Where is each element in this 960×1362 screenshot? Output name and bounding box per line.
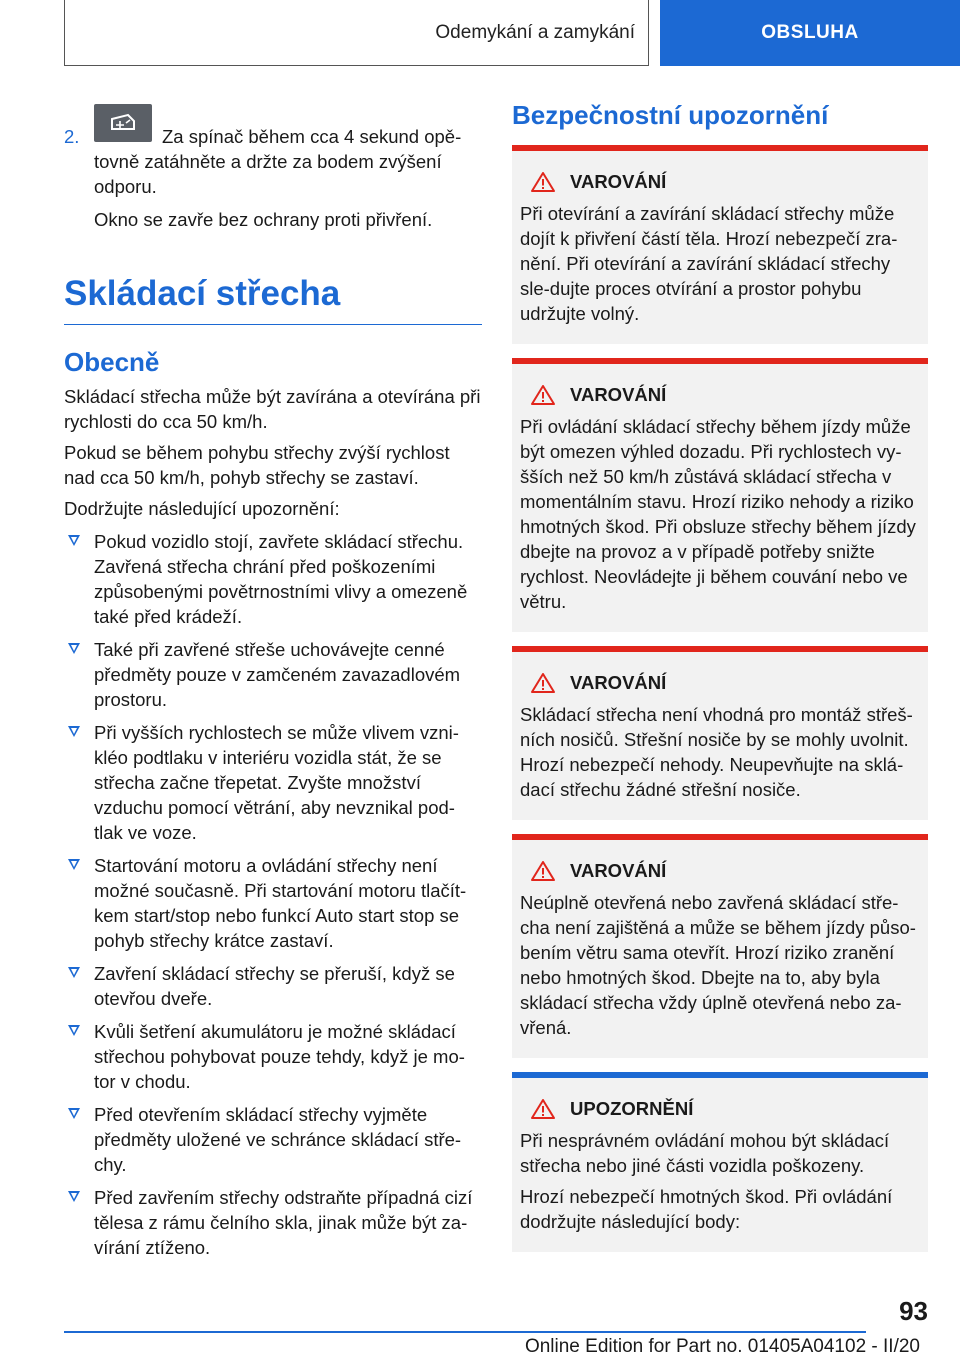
paragraph: Dodržujte následující upozornění: (64, 498, 340, 519)
warning-heading: VAROVÁNÍ (520, 860, 920, 882)
list-item: Zavření skládací střechy se přeruší, když se otevřou dveře. (64, 961, 482, 1011)
paragraph: Pokud se během pohybu střechy zvýší rychlost nad cca 50 km/h, pohyb střechy se zastaví. (64, 442, 450, 488)
triangle-bullet-icon (68, 726, 80, 737)
warning-box (512, 145, 928, 344)
warning-heading: VAROVÁNÍ (520, 171, 920, 193)
list-item: Startování motoru a ovládání střechy není možné současně. Při startování motoru tlačít-kem start/stop nebo funkcí Auto start stop se pohyb střechy krátce zastaví. (64, 853, 482, 953)
triangle-bullet-icon (68, 967, 80, 978)
step-2-text: Za spínač během cca 4 sekund opě-tovně zatáhněte a držte za bodem zvýšení odporu. (94, 126, 462, 197)
section-subtitle: Obecně (64, 347, 160, 377)
step-2 (64, 104, 482, 232)
footer-divider (64, 1331, 866, 1333)
paragraph: Skládací střecha může být zavírána a otevírána při rychlosti do cca 50 km/h. (64, 386, 481, 432)
notice-text: Při nesprávném ovládání mohou být skládací střecha nebo jiné části vozidla poškozeny. (520, 1130, 890, 1176)
triangle-bullet-icon (68, 859, 80, 870)
warning-heading: VAROVÁNÍ (520, 672, 920, 694)
list-item: Také při zavřené střeše uchovávejte cenné předměty pouze v zamčeném zavazadlovém prostoru. (64, 637, 482, 712)
notice-heading: UPOZORNĚNÍ (520, 1098, 920, 1120)
notice-list (64, 529, 482, 1260)
warning-text: Při ovládání skládací střechy během jízdy může být omezen výhled dozadu. Při rychlostech vy-šších než 50 km/h zůstává skládací střecha v momentálním stavu. Hrozí riziko nehody a riziko hmotných škod. Při obsluze střechy během jízdy dbejte na provoz a v případě potřeby snižte rychlost. Neovládejte ji během couvání nebo ve větru. (520, 416, 916, 612)
warning-triangle-icon (530, 171, 556, 193)
triangle-bullet-icon (68, 1108, 80, 1119)
safety-title: Bezpečnostní upozornění (512, 100, 829, 130)
warning-box (512, 646, 928, 820)
warning-box (512, 834, 928, 1058)
warning-box (512, 358, 928, 632)
header-section-title: Odemykání a zamykání (435, 22, 635, 43)
warning-triangle-icon (530, 1098, 556, 1120)
list-item: Před zavřením střechy odstraňte případná cizí tělesa z rámu čelního skla, jinak může být za-vírání ztíženo. (64, 1185, 482, 1260)
page-number: 93 (899, 1296, 928, 1326)
right-column (512, 100, 928, 1266)
notice-text: Hrozí nebezpečí hmotných škod. Při ovládání dodržujte následující body: (520, 1186, 893, 1232)
triangle-bullet-icon (68, 643, 80, 654)
triangle-bullet-icon (68, 1025, 80, 1036)
list-item: Pokud vozidlo stojí, zavřete skládací střechu. Zavřená střecha chrání před poškozeními způsobenými povětrnostními vlivy a omezeně také před krádeží. (64, 529, 482, 629)
warning-triangle-icon (530, 384, 556, 406)
notice-box (512, 1072, 928, 1252)
window-switch-icon (94, 104, 152, 142)
footer-edition: Online Edition for Part no. 01405A04102 - II/20 (524, 1336, 920, 1357)
list-item: Při vyšších rychlostech se může vlivem vzni-kléo podtlaku v interiéru vozidla stát, že se střecha začne třepetat. Zvyšte množství vzduchu pomocí větrání, aby nevznikal pod-tlak ve voze. (64, 720, 482, 845)
warning-text: Při otevírání a zavírání skládací střechy může dojít k přivření částí těla. Hrozí nebezpečí zra-nění. Při otevírání a zavírání skládací střechy sle-dujte proces otvírání a prostor pohybu udržujte volný. (520, 203, 898, 324)
triangle-bullet-icon (68, 1191, 80, 1202)
list-item: Kvůli šetření akumulátoru je možné skládací střechou pohybovat pouze tehdy, když je mo-tor v chodu. (64, 1019, 482, 1094)
triangle-bullet-icon (68, 535, 80, 546)
list-item: Před otevřením skládací střechy vyjměte předměty uložené ve schránce skládací stře-chy. (64, 1102, 482, 1177)
left-column (64, 104, 482, 1268)
header-tab-obsluha[interactable]: OBSLUHA (660, 0, 960, 66)
warning-triangle-icon (530, 860, 556, 882)
step-2-result: Okno se zavře bez ochrany proti přivření. (94, 209, 433, 230)
step-number: 2. (64, 126, 80, 147)
section-title: Skládací střecha (64, 274, 482, 325)
warning-text: Neúplně otevřená nebo zavřená skládací stře-cha není zajištěná a může se během jízdy půso-bením větru sama otevřít. Hrozí riziko zranění nebo hmotných škod. Dbejte na to, aby byla skládací střecha vždy úplně otevřená nebo za-vřená. (520, 892, 916, 1038)
warning-text: Skládací střecha není vhodná pro montáž střeš-ních nosičů. Střešní nosiče by se mohly uvolnit. Hrozí nebezpečí nehody. Neupevňujte na sklá-dací střechu žádné střešní nosiče. (520, 704, 913, 800)
warning-triangle-icon (530, 672, 556, 694)
warning-heading: VAROVÁNÍ (520, 384, 920, 406)
